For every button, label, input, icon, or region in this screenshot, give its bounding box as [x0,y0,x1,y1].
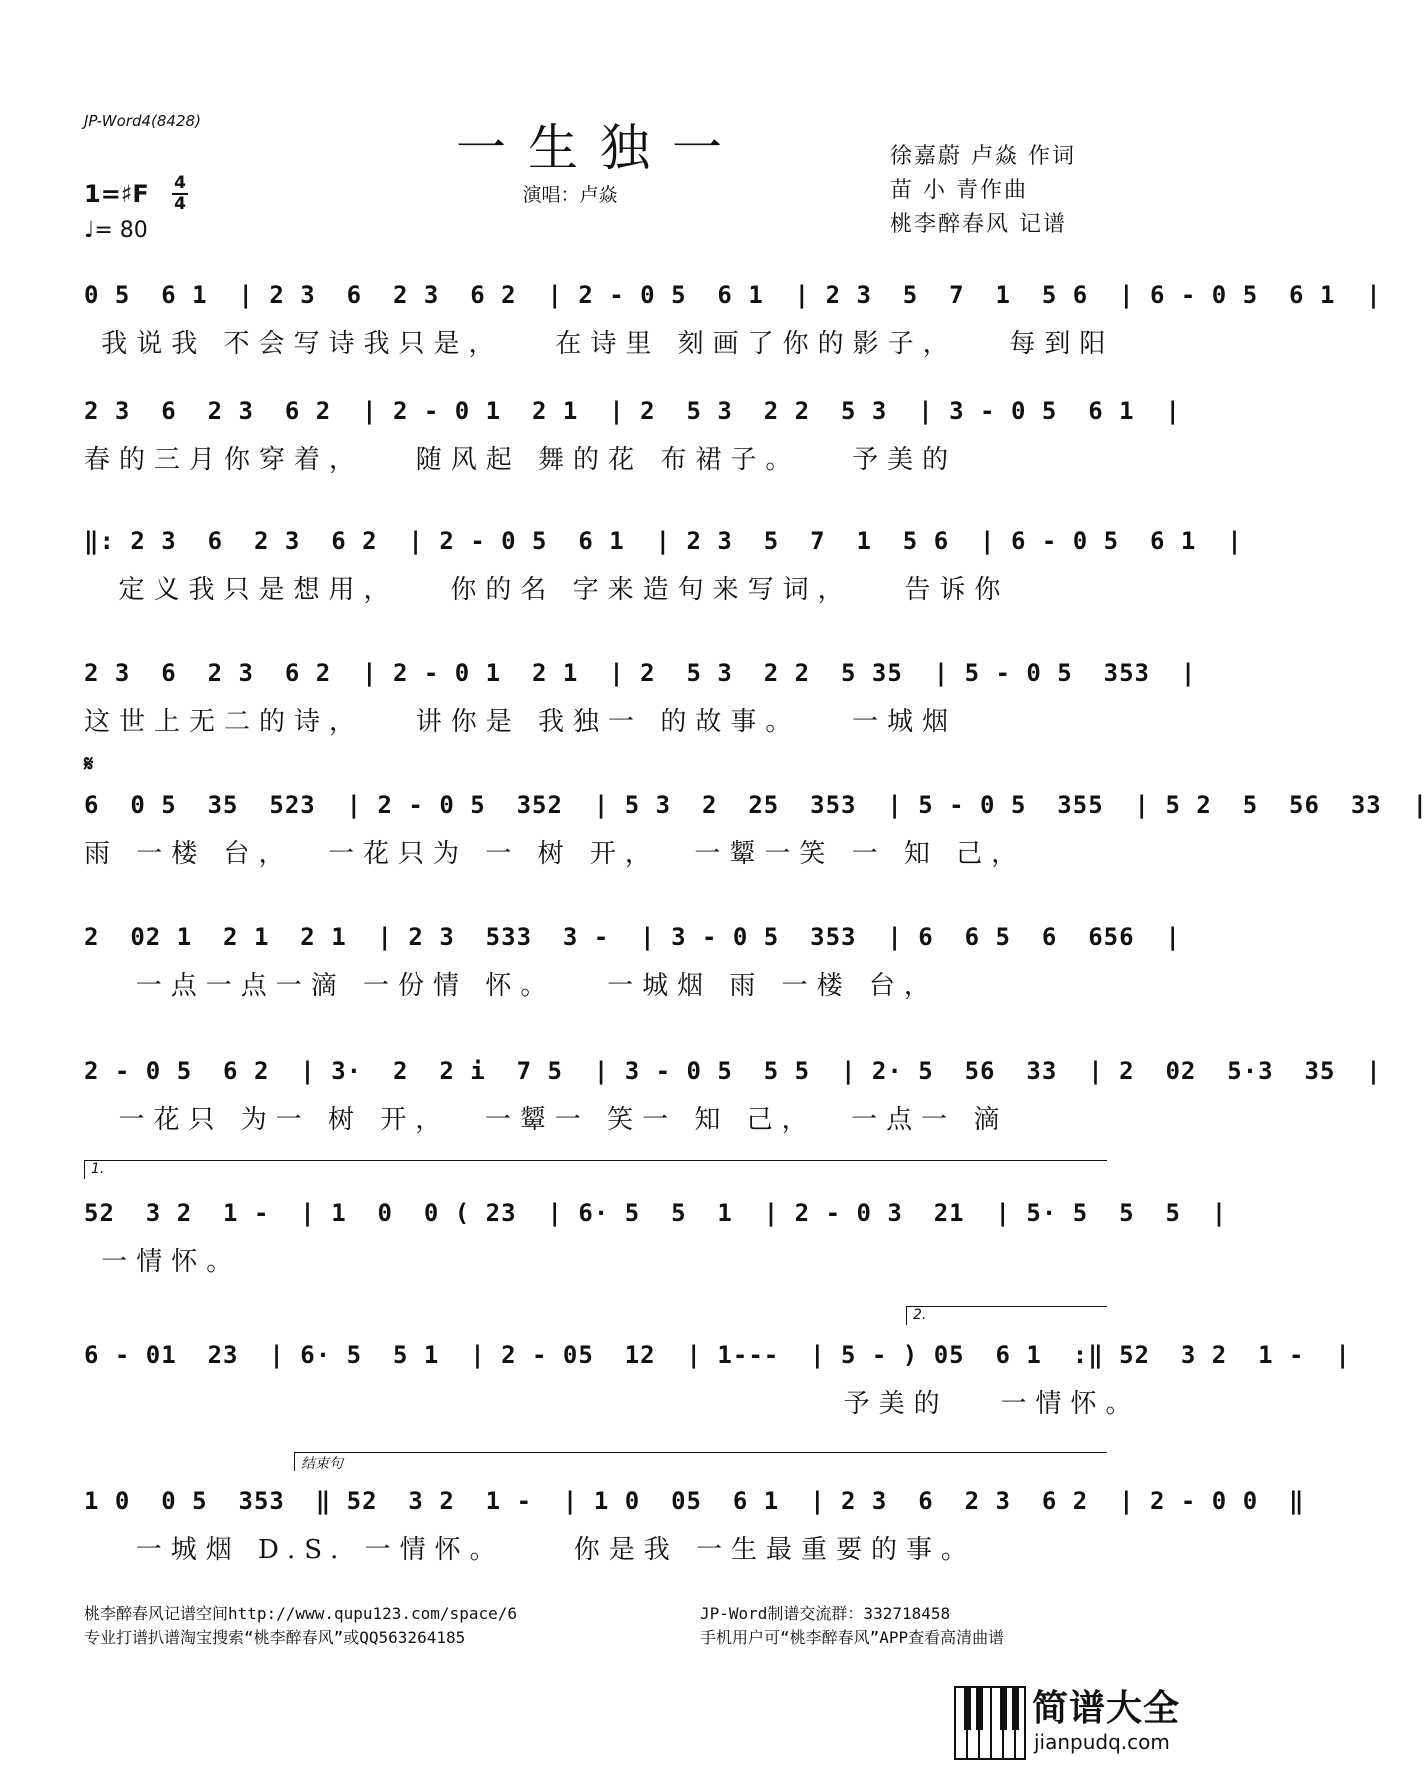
first-ending-label: 1. [91,1161,105,1177]
first-ending-bracket [84,1160,1107,1179]
second-ending-bracket [906,1306,1107,1325]
footer-app-note: 手机用户可“桃李醉春风”APP查看高清曲谱 [700,1628,1005,1647]
notation: 2 3 6 2 3 6 2 | 2 - 0 1 2 1 | 2 5 3 2 2 5 3 | 3 - 0 5 6 1 | [84,397,1181,425]
notation: 2 02 1 2 1 2 1 | 2 3 533 3 - | 3 - 0 5 353 | 6 6 5 6 656 | [84,923,1181,951]
logo-name: 简谱大全 [1032,1688,1181,1729]
notation: 52 3 2 1 - | 1 0 0 ( 23 | 6· 5 5 1 | 2 - 0 3 21 | 5· 5 5 5 | [84,1199,1228,1227]
notation: 2 - 0 5 6 2 | 3· 2 2 i 7 5 | 3 - 0 5 5 5 | 2· 5 56 33 | 2 02 5·3 35 | [84,1057,1382,1085]
key-signature: 1=♯F [84,180,149,208]
site-logo [954,1680,1194,1764]
time-signature-bottom: 4 [174,194,186,214]
notation: 6 0 5 35 523 | 2 - 0 5 352 | 5 3 2 25 353 | 5 - 0 5 355 | 5 2 5 56 33 | [84,791,1428,819]
credits-block [890,140,1076,242]
lyrics: 一花只 为一 树 开， 一颦一 笑一 知 己， 一点一 滴 [84,1105,1009,1135]
software-version: JP-Word4(8428) [84,112,201,130]
footer-left [84,1602,517,1650]
transcriber-credit: 桃李醉春风 记谱 [890,212,1067,237]
time-signature-top: 4 [174,173,186,193]
ending-phrase-bracket [294,1452,1107,1471]
notation: 0 5 6 1 | 2 3 6 2 3 6 2 | 2 - 0 5 6 1 | 2 3 5 7 1 5 6 | 6 - 0 5 6 1 | [84,281,1382,309]
singer-credit: 演唱：卢焱 [522,184,618,206]
lyrics: 这世上无二的诗， 讲你是 我独一 的故事。 一城烟 [84,707,958,737]
piano-keys-icon [954,1686,1026,1760]
time-signature [172,174,188,214]
notation: 1 0 0 5 353 ‖ 52 3 2 1 - | 1 0 05 6 1 | 2 3 6 2 3 6 2 | 2 - 0 0 ‖ [84,1487,1305,1515]
lyricist-credit: 徐嘉蔚 卢焱 作词 [890,144,1076,169]
song-title: 一生独一 [456,119,744,177]
notation: 2 3 6 2 3 6 2 | 2 - 0 1 2 1 | 2 5 3 2 2 5 35 | 5 - 0 5 353 | [84,659,1197,687]
lyrics: 春的三月你穿着， 随风起 舞的花 布裙子。 予美的 [84,445,958,475]
logo-url: jianpudq.com [1034,1730,1170,1754]
notation: 6 - 01 23 | 6· 5 5 1 | 2 - 05 12 | 1--- | 5 - ) 05 6 1 :‖ 52 3 2 1 - | [84,1341,1351,1369]
ending-phrase-label: 结束句 [301,1456,343,1472]
footer-right [700,1602,1004,1650]
composer-credit: 苗 小 青作曲 [890,178,1028,203]
lyrics: 一点一点一滴 一份情 怀。 一城烟 雨 一楼 台， [84,971,939,1001]
footer-group-number: JP-Word制谱交流群：332718458 [700,1604,951,1623]
lyrics: 予美的 一情怀。 [84,1389,1141,1419]
lyrics: 我说我 不会写诗我只是， 在诗里 刻画了你的影子， 每到阳 [84,329,1115,359]
tempo-marking: ♩= 80 [84,218,148,243]
footer-taobao-note: 专业打谱扒谱淘宝搜索“桃李醉春风”或QQ563264185 [84,1628,466,1647]
lyrics: 定义我只是想用， 你的名 字来造句来写词， 告诉你 [84,575,1010,605]
lyrics: 一城烟 D.S. 一情怀。 你是我 一生最重要的事。 [84,1535,976,1565]
footer-space-link[interactable]: 桃李醉春风记谱空间http://www.qupu123.com/space/6 [84,1604,517,1623]
second-ending-label: 2. [913,1307,927,1323]
lyrics: 一情怀。 [84,1247,242,1277]
notation: ‖: 2 3 6 2 3 6 2 | 2 - 0 5 6 1 | 2 3 5 7 1 5 6 | 6 - 0 5 6 1 | [84,527,1243,555]
segno-sign: 𝄋 [84,752,94,777]
lyrics: 雨 一楼 台， 一花只为 一 树 开， 一颦一笑 一 知 己， [84,839,1027,869]
